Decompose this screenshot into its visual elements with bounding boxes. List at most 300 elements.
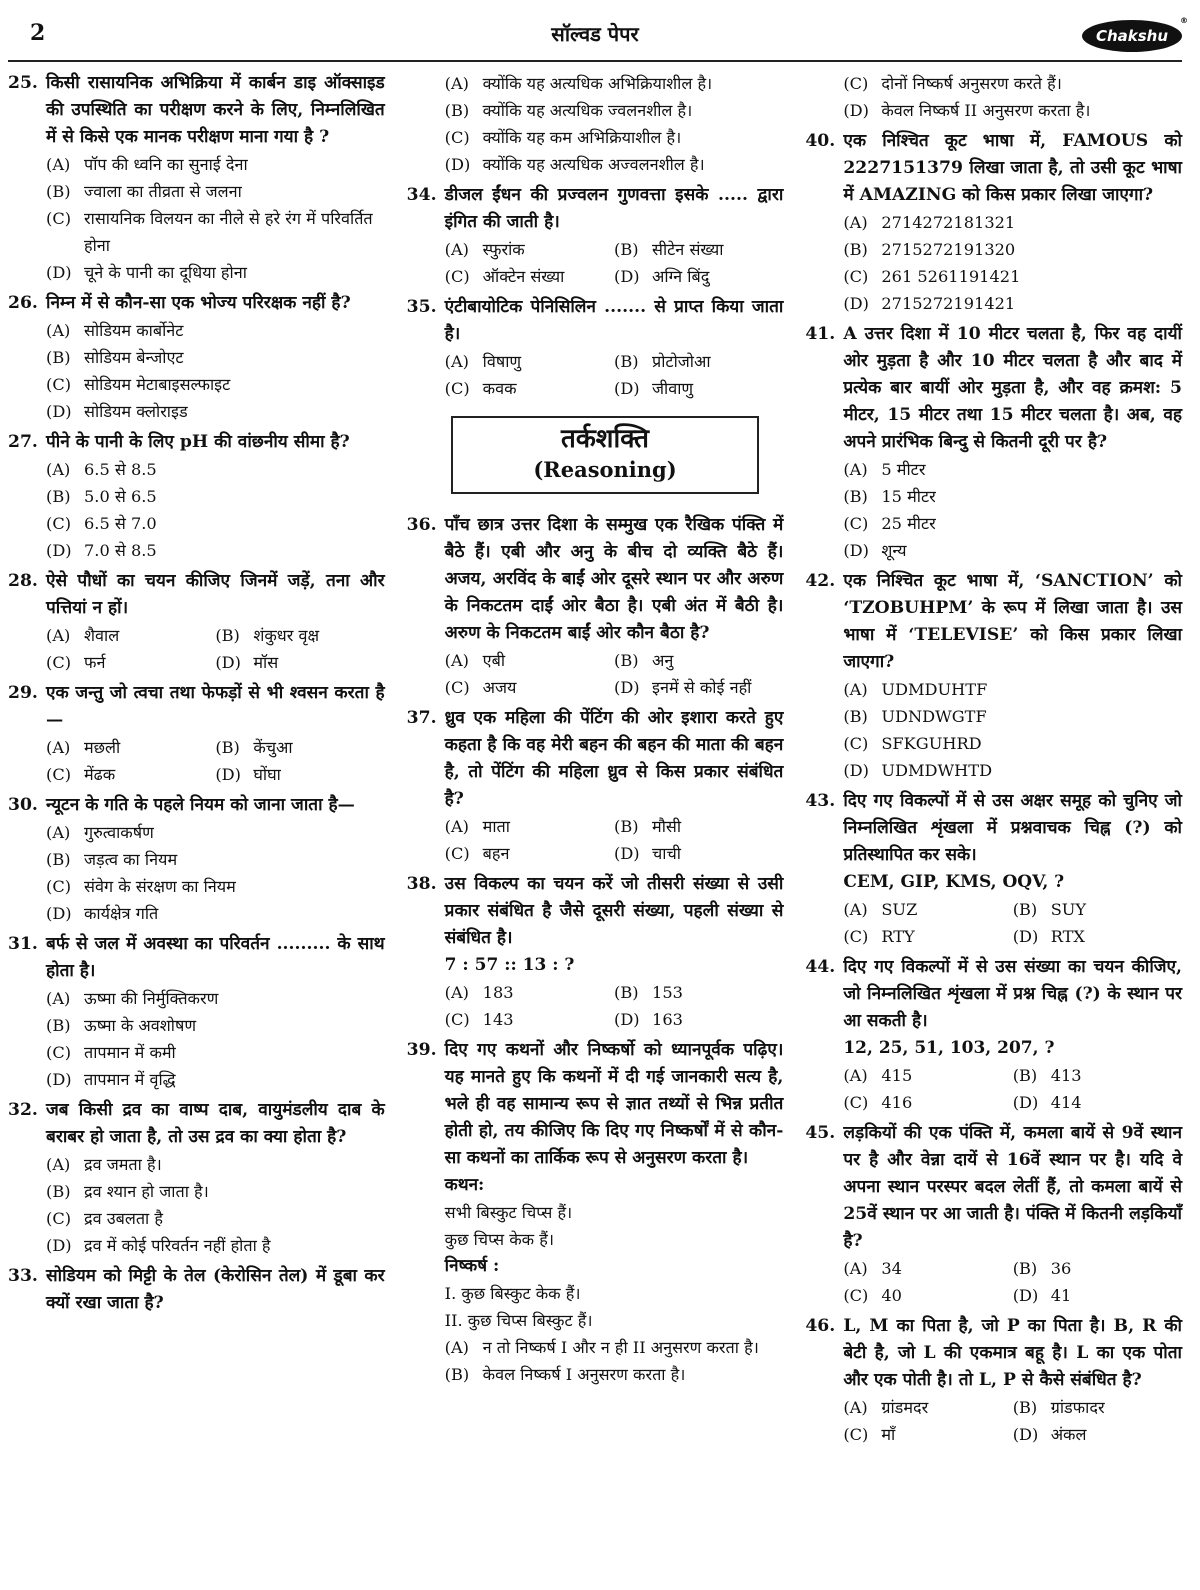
option-letter: (D) [843, 541, 869, 560]
option-letter: (A) [843, 1066, 868, 1085]
question-text: एक जन्तु जो त्वचा तथा फेफड़ों से भी श्वसन करता है— [46, 683, 385, 730]
question-number: 46. [805, 1316, 836, 1336]
option-letter: (B) [614, 817, 639, 836]
option [445, 124, 784, 151]
option [445, 813, 614, 840]
question-body [46, 1151, 385, 1259]
option-text: ज्वाला का तीव्रता से जलना [84, 182, 242, 201]
option-text: द्रव जमता है। [84, 1155, 162, 1174]
option [215, 734, 384, 761]
option-text: गुरुत्वाकर्षण [84, 823, 154, 842]
question-body [445, 236, 784, 290]
option-text: सोडियम क्लोराइड [84, 402, 188, 421]
question-text: बर्फ से जल में अवस्था का परिवर्तन ......... के साथ होता है। [46, 934, 385, 981]
option [843, 97, 1182, 124]
option-letter: (B) [444, 1365, 470, 1384]
option-text: स्फुरांक [482, 240, 525, 259]
option-text: 163 [652, 1010, 683, 1029]
question-body [46, 734, 385, 788]
question-text: न्यूटन के गति के पहले नियम को जाना जाता है— [46, 795, 355, 815]
option-letter: (C) [444, 678, 470, 697]
option-letter: (B) [46, 850, 71, 869]
option [46, 622, 215, 649]
question-body [445, 813, 784, 867]
option-letter: (B) [843, 487, 868, 506]
question-text: पाँच छात्र उत्तर दिशा के सम्मुख एक रैखिक पंक्ति में बैठे हैं। एबी और अनु के बीच दो व्यक्ति बैठे हैं। अजय, अरविंद के बाईं ओर दूसरे स्थान पर और अरुण के निकटतम दाईं ओर बैठा है। एबी अंत में बैठी है। अरुण के निकटतम बाईं ओर कौन बैठा है? [444, 515, 784, 643]
option [46, 1012, 385, 1039]
option-text: एबी [482, 651, 506, 670]
option [843, 483, 1182, 510]
option-letter: (A) [46, 738, 71, 757]
option [445, 70, 784, 97]
option-letter: (C) [843, 927, 869, 946]
series-line: CEM, GIP, KMS, OQV, ? [843, 872, 1065, 892]
option [445, 375, 614, 402]
question-text: निम्न में से कौन-सा एक भोज्य परिरक्षक नहीं है? [46, 293, 351, 313]
option-text: ऑक्टेन संख्या [482, 267, 565, 286]
option-text: द्रव श्यान हो जाता है। [84, 1182, 209, 1201]
question-body [46, 985, 385, 1093]
option [843, 676, 1182, 703]
option-text: 5 मीटर [881, 460, 926, 479]
question-header [805, 1313, 1182, 1394]
statement-line: II. कुछ चिप्स बिस्कुट हैं। [444, 1311, 593, 1330]
option [843, 703, 1182, 730]
option [445, 1361, 784, 1388]
option-letter: (B) [444, 101, 470, 120]
question-number: 36. [406, 515, 437, 535]
option [46, 1205, 385, 1232]
option-row [843, 1089, 1182, 1116]
question [8, 1263, 385, 1317]
option-letter: (D) [46, 1236, 72, 1255]
option-letter: (C) [444, 844, 470, 863]
option-text: 40 [881, 1286, 902, 1305]
option-letter: (D) [444, 155, 471, 174]
option [46, 259, 385, 286]
option-text: SUY [1050, 900, 1087, 919]
option [614, 647, 783, 674]
question-body [843, 1035, 1182, 1116]
question-text: उस विकल्प का चयन करें जो तीसरी संख्या से उसी प्रकार संबंधित है जैसे दूसरी संख्या, पहली संख्या से संबंधित है। [444, 874, 784, 948]
option-row [843, 1255, 1182, 1282]
option-letter: (C) [843, 1286, 869, 1305]
option [46, 344, 385, 371]
option-letter: (D) [46, 904, 72, 923]
option [843, 236, 1182, 263]
option-letter: (A) [444, 74, 469, 93]
option [46, 1178, 385, 1205]
option-text: इनमें से कोई नहीं [652, 678, 752, 697]
option-letter: (C) [843, 74, 869, 93]
question-body [445, 70, 784, 178]
question-number: 43. [805, 791, 836, 811]
option-text: केंचुआ [253, 738, 293, 757]
option-text: फर्न [84, 653, 106, 672]
option [46, 483, 385, 510]
option-text: चूने के पानी का दूधिया होना [84, 263, 247, 282]
option-text: न तो निष्कर्ष I और न ही II अनुसरण करता है। [482, 1338, 759, 1357]
question-text: एक निश्चित कूट भाषा में, FAMOUS को 2227151379 लिखा जाता है, तो उसी कूट भाषा में AMAZING को किस प्रकार लिखा जाएगा? [843, 131, 1183, 205]
option-text: UDNDWGTF [881, 707, 987, 726]
option-letter: (A) [843, 1398, 868, 1417]
option [46, 761, 215, 788]
question [8, 680, 385, 788]
option-text: जड़त्व का नियम [84, 850, 178, 869]
question-body [843, 70, 1182, 124]
statement-line: निष्कर्ष : [444, 1256, 500, 1276]
option-letter: (B) [614, 240, 639, 259]
option-letter: (A) [46, 155, 71, 174]
question-body [46, 819, 385, 927]
option [843, 1282, 1012, 1309]
option-letter: (C) [46, 1209, 72, 1228]
option-letter: (A) [444, 983, 469, 1002]
question [805, 954, 1182, 1116]
question-body [46, 622, 385, 676]
question-text: L, M का पिता है, जो P का पिता है। B, R की बेटी है, जो L की एकमात्र बहू है। L का एक पोता और एक पोती है। तो L, P से कैसे संबंधित है? [843, 1316, 1183, 1390]
option-row [445, 979, 784, 1006]
option [445, 840, 614, 867]
option-letter: (D) [215, 653, 241, 672]
option-letter: (C) [46, 1043, 72, 1062]
option-text: सोडियम बेन्जोएट [84, 348, 184, 367]
option-letter: (B) [1012, 1066, 1038, 1085]
option-row [843, 1282, 1182, 1309]
question-header [8, 290, 385, 317]
option-letter: (C) [843, 1093, 869, 1112]
option [215, 622, 384, 649]
option [445, 1006, 614, 1033]
option [843, 1089, 1012, 1116]
option-text: 153 [652, 983, 683, 1002]
option-text: ग्रांडमदर [881, 1398, 929, 1417]
statement-line: सभी बिस्कुट चिप्स हैं। [444, 1203, 573, 1222]
option [215, 649, 384, 676]
option-row [445, 1006, 784, 1033]
question-body [445, 1172, 784, 1388]
option-letter: (B) [46, 487, 71, 506]
option-text: मछली [84, 738, 121, 757]
question-number: 25. [8, 73, 38, 93]
question [805, 1120, 1182, 1309]
question [407, 705, 784, 867]
option-letter: (B) [1012, 900, 1038, 919]
option-text: प्रोटोजोआ [652, 352, 711, 371]
option [46, 151, 385, 178]
option-letter: (D) [614, 1010, 640, 1029]
option-row [445, 840, 784, 867]
option-letter: (C) [444, 267, 470, 286]
option [46, 1066, 385, 1093]
option-text: 261 5261191421 [881, 267, 1021, 286]
option [46, 317, 385, 344]
option [843, 757, 1182, 784]
option [843, 456, 1182, 483]
statement-line: कथन: [444, 1175, 485, 1195]
option-letter: (D) [614, 678, 640, 697]
option-text: मॉस [253, 653, 279, 672]
question-header [407, 871, 784, 952]
option-letter: (A) [843, 680, 868, 699]
question [8, 70, 385, 286]
option-letter: (D) [843, 294, 869, 313]
option [614, 236, 783, 263]
option-letter: (A) [843, 1259, 868, 1278]
option-text: सीटेन संख्या [652, 240, 724, 259]
option-letter: (D) [215, 765, 241, 784]
question [407, 512, 784, 701]
option-row [46, 734, 385, 761]
option [843, 510, 1182, 537]
question-header [407, 182, 784, 236]
question-body [46, 151, 385, 286]
option [843, 209, 1182, 236]
question-text: पीने के पानी के लिए pH की वांछनीय सीमा है? [46, 432, 350, 452]
statement-line: I. कुछ बिस्कुट केक हैं। [444, 1284, 581, 1303]
question-number: 32. [8, 1100, 38, 1120]
option-text: 183 [482, 983, 514, 1002]
option-letter: (A) [46, 321, 71, 340]
option-text: क्योंकि यह अत्यधिक अभिक्रियाशील है। [482, 74, 713, 93]
question-number: 38. [406, 874, 437, 894]
option-text: 415 [881, 1066, 913, 1085]
option [614, 375, 783, 402]
option-letter: (B) [614, 352, 639, 371]
column-2 [407, 70, 784, 1452]
option-text: दोनों निष्कर्ष अनुसरण करते हैं। [881, 74, 1062, 93]
option-row [445, 375, 784, 402]
question-text: दिए गए विकल्पों में से उस संख्या का चयन कीजिए, जो निम्नलिखित शृंखला में प्रश्न चिह्न (?) के स्थान पर आ सकती है। [843, 957, 1183, 1031]
question-number: 45. [805, 1123, 836, 1143]
question [8, 931, 385, 1093]
question-text: ऐसे पौधों का चयन कीजिए जिनमें जड़ें, तना और पत्तियां न हों। [46, 571, 385, 618]
option-letter: (D) [614, 844, 640, 863]
option-text: केवल निष्कर्ष II अनुसरण करता है। [881, 101, 1091, 120]
option-text: ऊष्मा के अवशोषण [84, 1016, 197, 1035]
option-text: ग्रांडफादर [1050, 1398, 1105, 1417]
option-letter: (B) [46, 1182, 71, 1201]
option-text: RTY [881, 927, 915, 946]
question [805, 788, 1182, 950]
question-number: 37. [406, 708, 437, 728]
question-text: किसी रासायनिक अभिक्रिया में कार्बन डाइ ऑक्साइड की उपस्थिति का परीक्षण करने के लिए, निम्नलिखित में से किसे एक मानक परीक्षण माना गया है ? [46, 73, 385, 147]
option [614, 674, 783, 701]
option-text: 6.5 से 7.0 [84, 514, 157, 533]
option [46, 734, 215, 761]
option-text: शून्य [881, 541, 907, 560]
option-letter: (A) [46, 989, 71, 1008]
option-text: अंकल [1050, 1425, 1087, 1444]
question-header [8, 429, 385, 456]
question-text: डीजल ईंधन की प्रज्वलन गुणवत्ता इसके ..... द्वारा इंगित की जाती है। [444, 185, 784, 232]
option-text: घोंघा [253, 765, 281, 784]
option-letter: (D) [614, 379, 640, 398]
option [46, 900, 385, 927]
question [8, 1097, 385, 1259]
option-letter: (C) [843, 514, 869, 533]
option [445, 97, 784, 124]
option-letter: (C) [46, 514, 72, 533]
page-title: सॉल्वड पेपर [551, 22, 639, 46]
option [843, 1394, 1012, 1421]
option-text: क्योंकि यह अत्यधिक अज्वलनशील है। [482, 155, 705, 174]
option-text: 34 [881, 1259, 902, 1278]
option-letter: (D) [46, 541, 72, 560]
option-text: द्रव में कोई परिवर्तन नहीं होता है [84, 1236, 271, 1255]
question-body [445, 952, 784, 1033]
option [445, 236, 614, 263]
option-text: शंकुधर वृक्ष [253, 626, 320, 645]
question-number: 44. [805, 957, 836, 977]
option-letter: (B) [1012, 1259, 1038, 1278]
question-header [8, 1097, 385, 1151]
option-list [407, 70, 784, 178]
option [46, 178, 385, 205]
question-number: 30. [8, 795, 38, 815]
option-letter: (C) [444, 379, 470, 398]
option-letter: (B) [614, 651, 639, 670]
option-letter: (A) [46, 460, 71, 479]
option-letter: (A) [843, 460, 868, 479]
option-row [46, 649, 385, 676]
option [843, 896, 1012, 923]
option-text: 2714272181321 [881, 213, 1016, 232]
question [407, 871, 784, 1033]
option [1013, 1394, 1182, 1421]
option [614, 348, 783, 375]
option-text: कार्यक्षेत्र गति [84, 904, 159, 923]
option-text: RTX [1050, 927, 1085, 946]
option-row [445, 263, 784, 290]
question-number: 33. [8, 1266, 38, 1286]
question-header [805, 788, 1182, 869]
question-number: 41. [805, 324, 836, 344]
option [1013, 1062, 1182, 1089]
option [445, 348, 614, 375]
option-letter: (C) [843, 734, 869, 753]
option [445, 263, 614, 290]
option-text: 416 [881, 1093, 913, 1112]
question-body [843, 209, 1182, 317]
question [407, 182, 784, 290]
option-text: मेंढक [84, 765, 116, 784]
option-text: चाची [652, 844, 681, 863]
question-body [445, 647, 784, 701]
question [805, 321, 1182, 564]
option-row [445, 813, 784, 840]
option [46, 873, 385, 900]
option-text: केवल निष्कर्ष I अनुसरण करता है। [482, 1365, 686, 1384]
option-row [843, 1421, 1182, 1448]
option-text: अग्नि बिंदु [652, 267, 710, 286]
option-text: माँ [881, 1425, 896, 1444]
question-number: 27. [8, 432, 38, 452]
option-letter: (B) [614, 983, 639, 1002]
option [1013, 1282, 1182, 1309]
option [46, 1039, 385, 1066]
question-body [843, 1394, 1182, 1448]
option-row [843, 1394, 1182, 1421]
option-text: 2715272191421 [881, 294, 1016, 313]
option [445, 1334, 784, 1361]
option-row [445, 647, 784, 674]
option [1013, 1255, 1182, 1282]
option-text: मौसी [652, 817, 682, 836]
option-text: अजय [482, 678, 517, 697]
question [805, 1313, 1182, 1448]
question-number: 35. [406, 297, 437, 317]
option [46, 205, 385, 259]
option [215, 761, 384, 788]
option-text: पॉप की ध्वनि का सुनाई देना [84, 155, 248, 174]
question-number: 26. [8, 293, 38, 313]
question [8, 290, 385, 425]
option [46, 819, 385, 846]
option [614, 813, 783, 840]
series-line: 7 : 57 :: 13 : ? [444, 955, 575, 975]
option-letter: (A) [444, 651, 469, 670]
option [1013, 1421, 1182, 1448]
option-text: द्रव उबलता है [84, 1209, 163, 1228]
option-text: तापमान में कमी [84, 1043, 176, 1062]
option-text: क्योंकि यह अत्यधिक ज्वलनशील है। [482, 101, 693, 120]
option-letter: (A) [843, 213, 868, 232]
option-letter: (C) [46, 653, 72, 672]
question-body [843, 869, 1182, 950]
option-letter: (C) [46, 877, 72, 896]
option [614, 979, 783, 1006]
option [46, 1232, 385, 1259]
option-row [445, 348, 784, 375]
option-text: 36 [1050, 1259, 1072, 1278]
option [46, 846, 385, 873]
option-text: 15 मीटर [881, 487, 936, 506]
question [805, 568, 1182, 784]
option-text: 41 [1050, 1286, 1072, 1305]
series-line: 12, 25, 51, 103, 207, ? [843, 1038, 1055, 1058]
option-letter: (B) [843, 240, 868, 259]
column-1 [8, 70, 385, 1452]
question-header [805, 954, 1182, 1035]
option [46, 985, 385, 1012]
option-letter: (C) [444, 128, 470, 147]
option-text: कवक [482, 379, 517, 398]
option [445, 674, 614, 701]
question-text: जब किसी द्रव का वाष्प दाब, वायुमंडलीय दाब के बराबर हो जाता है, तो उस द्रव का क्या होता है? [46, 1100, 385, 1147]
question-number: 34. [406, 185, 437, 205]
option [843, 70, 1182, 97]
option-text: 143 [482, 1010, 514, 1029]
option [614, 263, 783, 290]
section-heading [451, 416, 760, 494]
question-body [843, 1255, 1182, 1309]
option-letter: (A) [46, 1155, 71, 1174]
option [46, 649, 215, 676]
option-letter: (D) [46, 263, 72, 282]
question-body [445, 348, 784, 402]
option-text: विषाणु [482, 352, 522, 371]
option [445, 979, 614, 1006]
option-text: क्योंकि यह कम अभिक्रियाशील है। [482, 128, 682, 147]
question-text: दिए गए कथनों और निष्कर्षो को ध्यानपूर्वक पढ़िए। यह मानते हुए कि कथनों में दी गई जानकारी सत्य है, भले ही वह सामान्य रूप से ज्ञात तथ्यों से भिन्न प्रतीत होती हो, तय कीजिए कि दिए गए निष्कर्षों में से कौन-सा कथनों का तार्किक रूप से अनुसरण करता है। [444, 1040, 784, 1168]
option [445, 151, 784, 178]
question-header [8, 70, 385, 151]
option-letter: (D) [614, 267, 640, 286]
option [843, 1421, 1012, 1448]
option-letter: (A) [444, 817, 469, 836]
option [843, 730, 1182, 757]
